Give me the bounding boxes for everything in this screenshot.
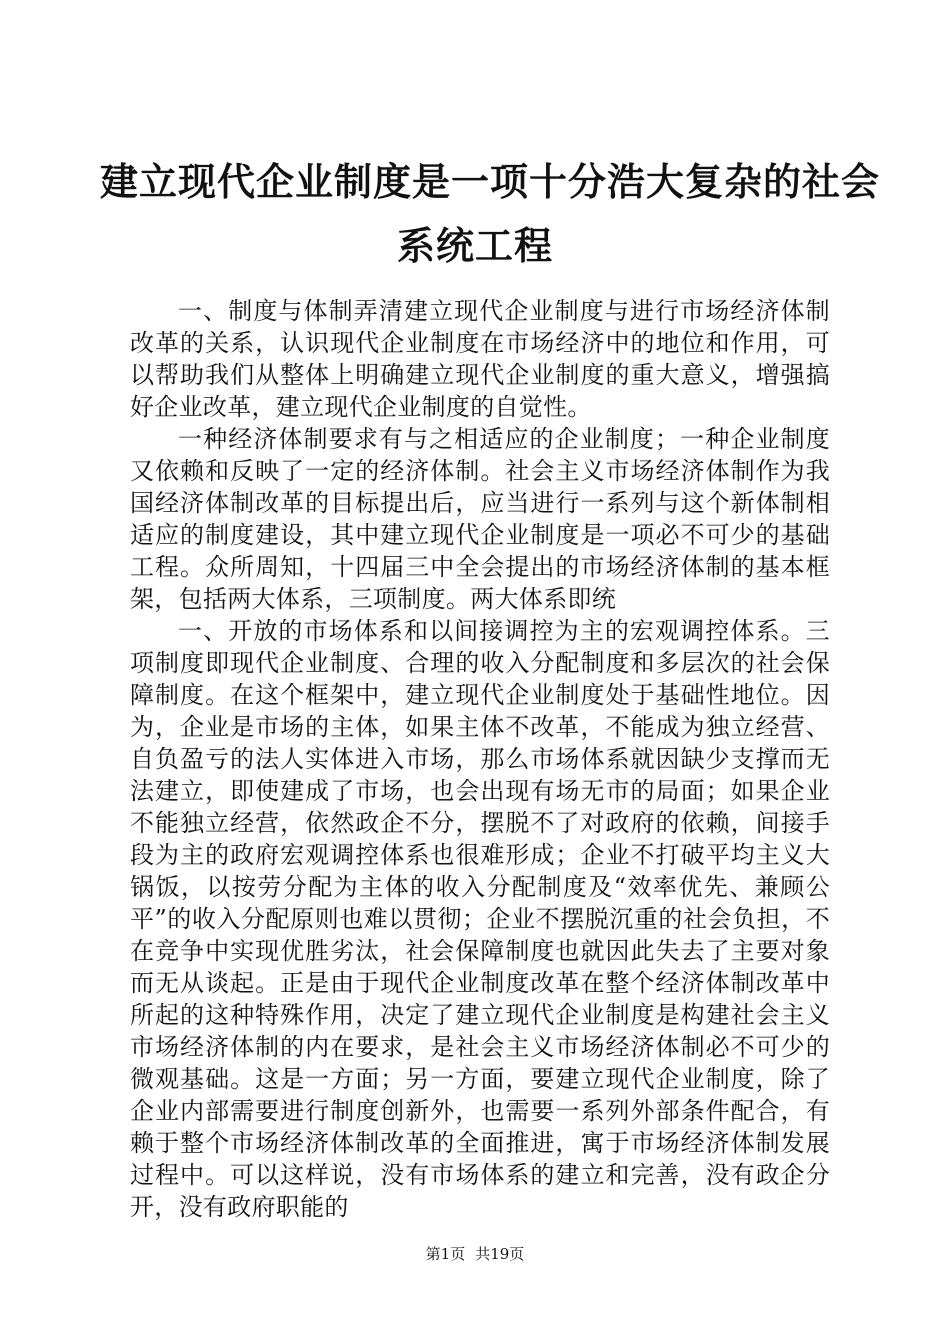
page-footer [0, 1244, 950, 1264]
paragraph-2: 一种经济体制要求有与之相适应的企业制度；一种企业制度又依赖和反映了一定的经济体制。社会主义市场经济体制作为我国经济体制改革的目标提出后，应当进行一系列与这个新体制相适应的制度建设，其中建立现代企业制度是一项必不可少的基础工程。众所周知，十四届三中全会提出的市场经济体制的基本框架，包括两大体系，三项制度。两大体系即统 [130, 425, 830, 613]
paragraph-1: 一、制度与体制弄清建立现代企业制度与进行市场经济体制改革的关系，认识现代企业制度在市场经济中的地位和作用，可以帮助我们从整体上明确建立现代企业制度的重大意义，增强搞好企业改革，建立现代企业制度的自觉性。 [130, 297, 830, 421]
title-line-1: 建立现代企业制度是一项十分浩大复杂的社会 [100, 160, 881, 204]
document-body [130, 295, 830, 1223]
page-number: 第1页 [425, 1245, 466, 1263]
page-total: 共19页 [475, 1245, 525, 1263]
document-title [100, 150, 881, 278]
paragraph-3: 一、开放的市场体系和以间接调控为主的宏观调控体系。三项制度即现代企业制度、合理的收入分配制度和多层次的社会保障制度。在这个框架中，建立现代企业制度处于基础性地位。因为，企业是市场的主体，如果主体不改革，不能成为独立经营、自负盈亏的法人实体进入市场，那么市场体系就因缺少支撑而无法建立，即使建成了市场，也会出现有场无市的局面；如果企业不能独立经营，依然政企不分，摆脱不了对政府的依赖，间接手段为主的政府宏观调控体系也很难形成；企业不打破平均主义大锅饭，以按劳分配为主体的收入分配制度及“效率优先、兼顾公平”的收入分配原则也难以贯彻；企业不摆脱沉重的社会负担，不在竞争中实现优胜劣汰，社会保障制度也就因此失去了主要对象而无从谈起。正是由于现代企业制度改革在整个经济体制改革中所起的这种特殊作用，决定了建立现代企业制度是构建社会主义市场经济体制的内在要求，是社会主义市场经济体制必不可少的微观基础。这是一方面；另一方面，要建立现代企业制度，除了企业内部需要进行制度创新外，也需要一系列外部条件配合，有赖于整个市场经济体制改革的全面推进，寓于市场经济体制发展过程中。可以这样说，没有市场体系的建立和完善，没有政企分开，没有政府职能的 [130, 617, 830, 1221]
title-line-2: 系统工程 [396, 224, 553, 268]
